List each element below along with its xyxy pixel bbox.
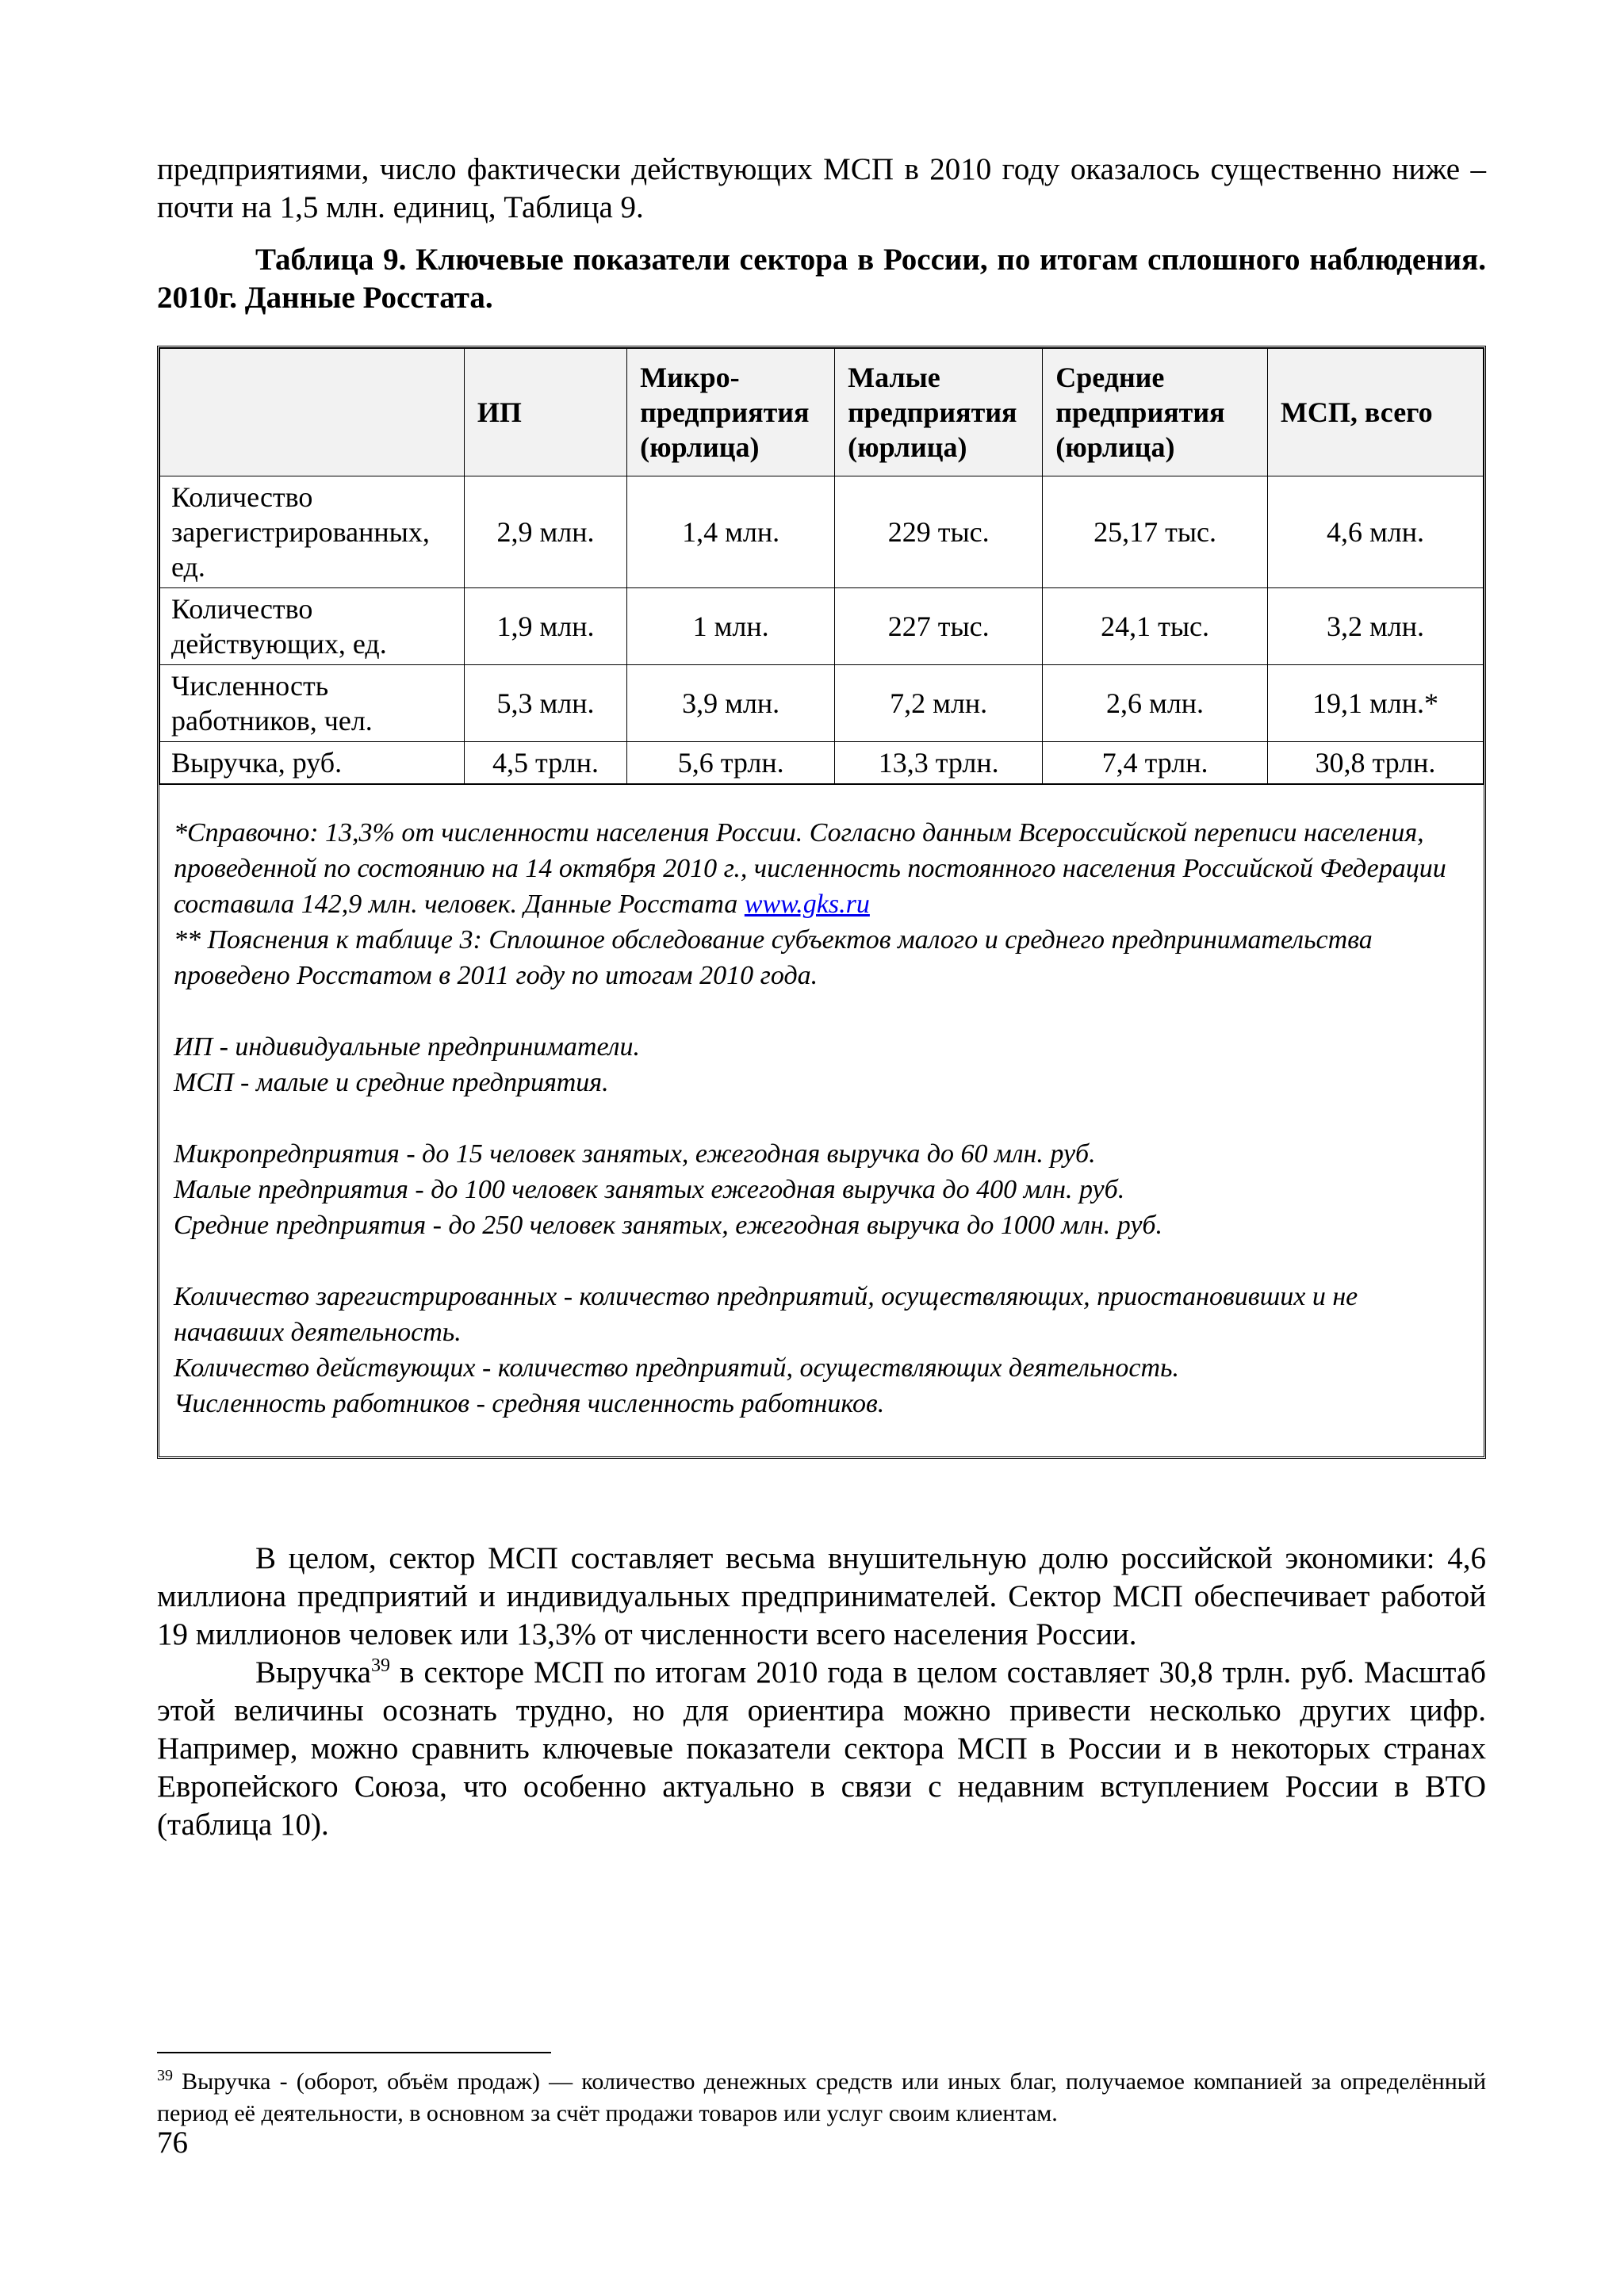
data-table-frame xyxy=(157,346,1486,1459)
page-content xyxy=(157,151,1486,1844)
gks-link[interactable]: www.gks.ru xyxy=(744,890,870,919)
paragraph-revenue-rest: в секторе МСП по итогам 2010 года в целом составляет 30,8 трлн. руб. Масштаб этой величины осознать трудно, но для ориентира можно привести несколько других цифр. Например, можно сравнить ключевые показатели сектора МСП в России и в некоторых странах Европейского Союза, что особенно актуально в связи с недавним вступлением России в ВТО (таблица 10). xyxy=(157,1655,1486,1842)
note-active: Количество действующих - количество предприятий, осуществляющих деятельность. xyxy=(174,1353,1179,1383)
footnote-text: Выручка - (оборот, объём продаж) — количество денежных средств или иных благ, получаемое компанией за определённый период её деятельности, в основном за счёт продажи товаров или услуг своим клиентам. xyxy=(157,2068,1486,2126)
table-cell: 1,4 млн. xyxy=(627,476,835,588)
table-cell: 229 тыс. xyxy=(835,476,1043,588)
header-cell-ip: ИП xyxy=(464,349,626,476)
table-cell: 7,4 трлн. xyxy=(1043,742,1268,784)
table-cell: 5,6 трлн. xyxy=(627,742,835,784)
row-label: Выручка, руб. xyxy=(160,742,465,784)
table-cell: 2,6 млн. xyxy=(1043,665,1268,742)
paragraph-revenue xyxy=(157,1654,1486,1844)
table-cell: 4,6 млн. xyxy=(1267,476,1483,588)
table-cell: 30,8 трлн. xyxy=(1267,742,1483,784)
table-cell: 25,17 тыс. xyxy=(1043,476,1268,588)
data-table xyxy=(159,348,1484,784)
note-registered: Количество зарегистрированных - количество предприятий, осуществляющих, приостановивших и не начавших деятельность. xyxy=(174,1282,1358,1347)
paragraph-sector-overview: В целом, сектор МСП составляет весьма внушительную долю российской экономики: 4,6 миллиона предприятий и индивидуальных предпринимателей. Сектор МСП обеспечивает работой 19 миллионов человек или 13,3% от численности всего населения России. xyxy=(157,1541,1486,1651)
footnote-divider xyxy=(157,2052,551,2053)
footnote xyxy=(157,2066,1486,2130)
table-row xyxy=(160,742,1484,784)
note-ip: ИП - индивидуальные предприниматели. xyxy=(174,1032,641,1062)
header-cell-total: МСП, всего xyxy=(1267,349,1483,476)
table-cell: 1 млн. xyxy=(627,588,835,665)
note-msp: МСП - малые и средние предприятия. xyxy=(174,1068,609,1097)
footnote-reference[interactable]: 39 xyxy=(370,1655,390,1676)
table-cell: 19,1 млн.* xyxy=(1267,665,1483,742)
table-cell: 227 тыс. xyxy=(835,588,1043,665)
table-row xyxy=(160,665,1484,742)
note-reference xyxy=(174,815,1469,922)
table-cell: 7,2 млн. xyxy=(835,665,1043,742)
table-cell: 3,2 млн. xyxy=(1267,588,1483,665)
row-label: Количество действующих, ед. xyxy=(160,588,465,665)
header-cell-empty xyxy=(160,349,465,476)
table-cell: 5,3 млн. xyxy=(464,665,626,742)
note-reference-text: *Справочно: 13,3% от численности населения России. Согласно данным Всероссийской переписи населения, проведенной по состоянию на 14 октября 2010 г., численность постоянного населения Российской Федерации составила 142,9 млн. человек. Данные Росстата xyxy=(174,818,1446,919)
table-row xyxy=(160,476,1484,588)
table-cell: 4,5 трлн. xyxy=(464,742,626,784)
table-cell: 13,3 трлн. xyxy=(835,742,1043,784)
header-cell-medium: Средние предприятия (юрлица) xyxy=(1043,349,1268,476)
table-cell: 1,9 млн. xyxy=(464,588,626,665)
header-cell-micro: Микро-предприятия (юрлица) xyxy=(627,349,835,476)
header-cell-small: Малые предприятия (юрлица) xyxy=(835,349,1043,476)
note-medium: Средние предприятия - до 250 человек занятых, ежегодная выручка до 1000 млн. руб. xyxy=(174,1211,1163,1240)
page-number: 76 xyxy=(157,2126,188,2160)
table-cell: 3,9 млн. xyxy=(627,665,835,742)
intro-text: предприятиями, число фактически действующих МСП в 2010 году оказалось существенно ниже – почти на 1,5 млн. единиц, Таблица 9. xyxy=(157,152,1486,224)
note-micro: Микропредприятия - до 15 человек занятых, ежегодная выручка до 60 млн. руб. xyxy=(174,1139,1096,1169)
table-row xyxy=(160,588,1484,665)
table-header-row xyxy=(160,349,1484,476)
table-caption: Таблица 9. Ключевые показатели сектора в России, по итогам сплошного наблюдения. 2010г. Данные Росстата. xyxy=(157,243,1486,315)
paragraph-revenue-start: Выручка xyxy=(255,1655,371,1689)
note-employees: Численность работников - средняя численность работников. xyxy=(174,1389,885,1418)
table-cell: 2,9 млн. xyxy=(464,476,626,588)
row-label: Количество зарегистрированных, ед. xyxy=(160,476,465,588)
row-label: Численность работников, чел. xyxy=(160,665,465,742)
table-notes xyxy=(159,784,1484,1456)
table-cell: 24,1 тыс. xyxy=(1043,588,1268,665)
note-explanation: ** Пояснения к таблице 3: Сплошное обследование субъектов малого и среднего предпринимательства проведено Росстатом в 2011 году по итогам 2010 года. xyxy=(174,925,1373,990)
note-small: Малые предприятия - до 100 человек занятых ежегодная выручка до 400 млн. руб. xyxy=(174,1175,1125,1204)
footnote-number: 39 xyxy=(157,2067,173,2084)
